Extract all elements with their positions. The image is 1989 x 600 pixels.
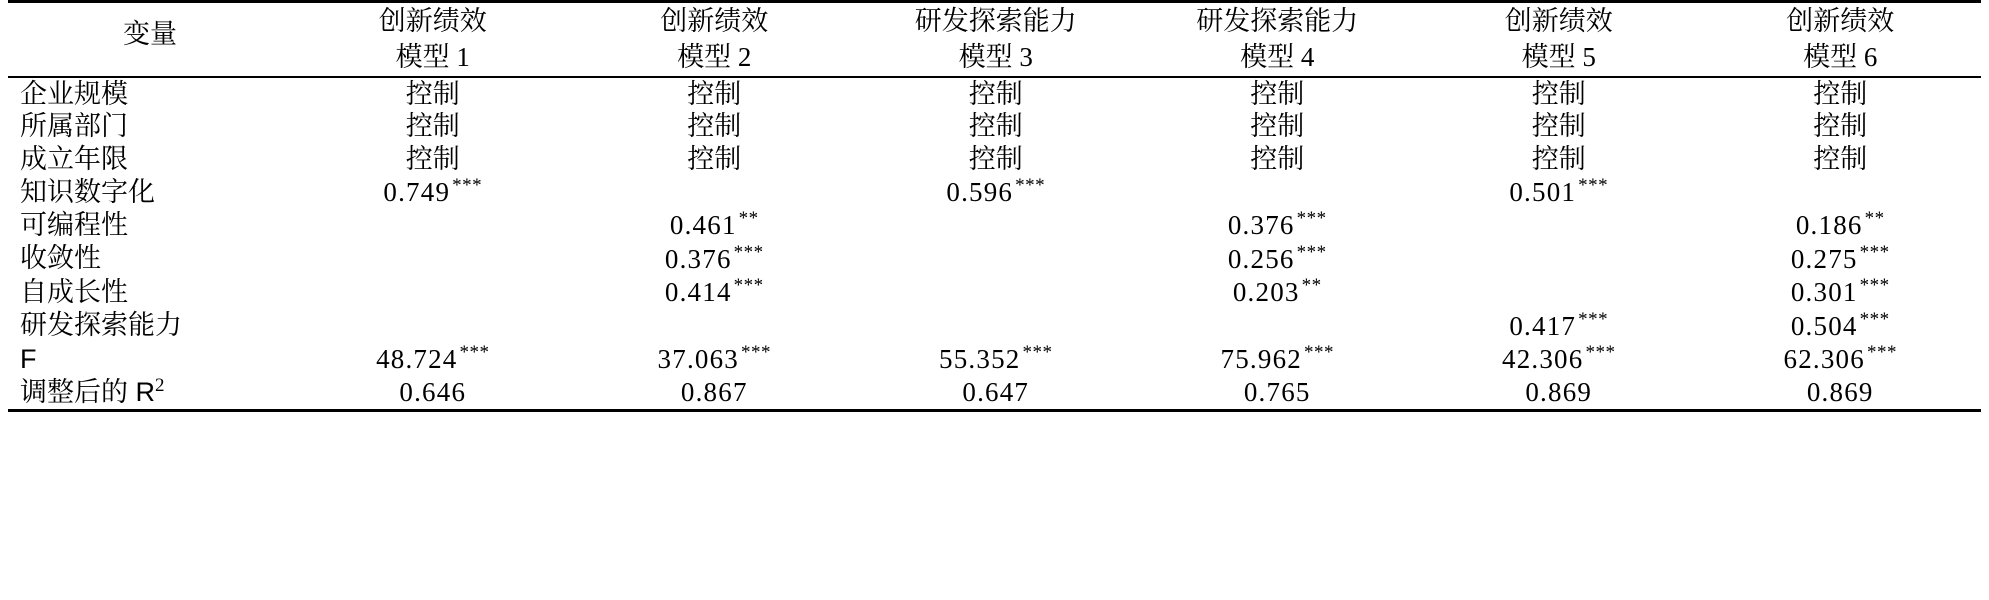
cell bbox=[574, 342, 855, 375]
cell bbox=[292, 143, 573, 175]
header-column-1 bbox=[292, 2, 573, 77]
significance-stars: *** bbox=[733, 241, 764, 263]
header-column-5-line2: 模型 5 bbox=[1521, 42, 1596, 73]
significance-stars: ** bbox=[1864, 208, 1885, 230]
cell-value: 0.867 bbox=[680, 376, 748, 407]
cell-value: 0.647 bbox=[962, 376, 1030, 407]
table-header bbox=[8, 2, 1981, 77]
table-row bbox=[8, 110, 1981, 142]
cell-value: 48.724 bbox=[376, 344, 458, 374]
row-label: F bbox=[20, 343, 37, 374]
cell-value: 0.869 bbox=[1525, 376, 1593, 407]
cell-value: 控制 bbox=[1531, 111, 1586, 142]
cell bbox=[1699, 175, 1981, 208]
table-row bbox=[8, 275, 1981, 308]
cell bbox=[1418, 275, 1699, 308]
cell bbox=[1699, 110, 1981, 142]
significance-stars: *** bbox=[1578, 308, 1609, 330]
table-row bbox=[8, 175, 1981, 208]
cell bbox=[292, 275, 573, 308]
row-label: 所属部门 bbox=[20, 111, 128, 142]
cell bbox=[855, 175, 1136, 208]
cell bbox=[1418, 208, 1699, 241]
cell bbox=[1699, 242, 1981, 275]
significance-stars: *** bbox=[1296, 241, 1327, 263]
header-column-6-line1: 创新绩效 bbox=[1786, 6, 1895, 36]
cell-value: 0.256 bbox=[1227, 243, 1295, 274]
cell bbox=[1418, 242, 1699, 275]
cell-value: 75.962 bbox=[1220, 344, 1302, 374]
cell-value: 0.765 bbox=[1243, 376, 1311, 407]
table-row bbox=[8, 242, 1981, 275]
cell bbox=[1699, 208, 1981, 241]
header-column-5 bbox=[1418, 2, 1699, 77]
header-column-6-line2: 模型 6 bbox=[1803, 42, 1878, 73]
significance-stars: *** bbox=[1866, 342, 1897, 363]
cell-value: 控制 bbox=[405, 111, 460, 142]
significance-stars: *** bbox=[1859, 241, 1890, 263]
cell bbox=[574, 275, 855, 308]
significance-stars: *** bbox=[1859, 275, 1890, 297]
table-row bbox=[8, 143, 1981, 175]
cell bbox=[1699, 77, 1981, 110]
significance-stars: *** bbox=[452, 175, 483, 197]
cell bbox=[292, 309, 573, 342]
table-row bbox=[8, 309, 1981, 342]
cell-value: 0.186 bbox=[1795, 210, 1863, 241]
row-label: 收敛性 bbox=[20, 243, 101, 274]
cell bbox=[574, 242, 855, 275]
cell bbox=[1418, 110, 1699, 142]
significance-stars: *** bbox=[459, 342, 490, 363]
cell bbox=[1418, 375, 1699, 410]
cell bbox=[574, 110, 855, 142]
header-column-6 bbox=[1699, 2, 1981, 77]
significance-stars: *** bbox=[1859, 308, 1890, 330]
cell-value: 0.414 bbox=[664, 277, 732, 308]
cell-value: 0.275 bbox=[1790, 243, 1858, 274]
row-label bbox=[8, 375, 292, 410]
cell bbox=[855, 375, 1136, 410]
cell-value: 62.306 bbox=[1783, 344, 1865, 374]
cell bbox=[574, 208, 855, 241]
cell-value: 控制 bbox=[1813, 78, 1868, 109]
cell-value: 0.376 bbox=[664, 243, 732, 274]
cell bbox=[1418, 143, 1699, 175]
cell bbox=[1418, 342, 1699, 375]
cell-value: 控制 bbox=[687, 78, 742, 109]
row-label: 研发探索能力 bbox=[20, 310, 182, 341]
cell bbox=[1137, 342, 1418, 375]
cell bbox=[855, 342, 1136, 375]
cell-value: 37.063 bbox=[657, 344, 739, 374]
significance-stars: *** bbox=[1303, 342, 1334, 363]
cell bbox=[1137, 309, 1418, 342]
cell bbox=[855, 77, 1136, 110]
cell bbox=[1137, 77, 1418, 110]
cell-value: 0.869 bbox=[1806, 376, 1874, 407]
header-column-4-line2: 模型 4 bbox=[1240, 42, 1315, 73]
header-column-3-line1: 研发探索能力 bbox=[914, 6, 1077, 36]
cell-value: 0.504 bbox=[1790, 310, 1858, 341]
cell bbox=[292, 242, 573, 275]
header-column-1-line1: 创新绩效 bbox=[378, 6, 487, 36]
cell-value: 55.352 bbox=[939, 344, 1021, 374]
row-label: 成立年限 bbox=[20, 143, 128, 174]
cell bbox=[1137, 208, 1418, 241]
row-label: 可编程性 bbox=[20, 209, 128, 240]
table-header-row bbox=[8, 2, 1981, 77]
cell-value: 控制 bbox=[687, 143, 742, 174]
cell-value: 控制 bbox=[968, 111, 1023, 142]
cell bbox=[292, 342, 573, 375]
cell-value: 0.376 bbox=[1227, 210, 1295, 241]
cell bbox=[1137, 143, 1418, 175]
cell bbox=[1699, 342, 1981, 375]
table-body bbox=[8, 77, 1981, 410]
cell-value: 0.749 bbox=[383, 177, 451, 208]
cell bbox=[574, 143, 855, 175]
row-label-superscript: 2 bbox=[155, 375, 165, 397]
header-column-4 bbox=[1137, 2, 1418, 77]
cell-value: 0.417 bbox=[1509, 310, 1577, 341]
cell bbox=[1137, 275, 1418, 308]
regression-results-table bbox=[8, 0, 1981, 412]
cell bbox=[574, 309, 855, 342]
table-row bbox=[8, 77, 1981, 110]
cell-value: 控制 bbox=[1250, 78, 1305, 109]
cell bbox=[855, 309, 1136, 342]
cell bbox=[292, 208, 573, 241]
significance-stars: *** bbox=[1296, 208, 1327, 230]
header-column-5-line1: 创新绩效 bbox=[1504, 6, 1613, 36]
cell bbox=[855, 242, 1136, 275]
significance-stars: *** bbox=[1022, 342, 1053, 363]
cell bbox=[292, 110, 573, 142]
cell-value: 0.501 bbox=[1509, 177, 1577, 208]
header-column-3-line2: 模型 3 bbox=[958, 42, 1033, 73]
cell bbox=[574, 175, 855, 208]
significance-stars: *** bbox=[1015, 175, 1046, 197]
row-label: 自成长性 bbox=[20, 276, 128, 307]
cell bbox=[574, 77, 855, 110]
header-column-3 bbox=[855, 2, 1136, 77]
cell bbox=[292, 77, 573, 110]
row-label: 知识数字化 bbox=[20, 176, 155, 207]
cell bbox=[1699, 275, 1981, 308]
cell bbox=[292, 375, 573, 410]
significance-stars: *** bbox=[1585, 342, 1616, 363]
cell-value: 0.646 bbox=[399, 376, 467, 407]
row-label: 企业规模 bbox=[20, 78, 128, 109]
table-row bbox=[8, 342, 1981, 375]
cell bbox=[1137, 175, 1418, 208]
cell-value: 控制 bbox=[968, 143, 1023, 174]
cell bbox=[1699, 375, 1981, 410]
cell-value: 42.306 bbox=[1502, 344, 1584, 374]
cell bbox=[1418, 175, 1699, 208]
header-variable: 变量 bbox=[8, 2, 292, 77]
cell bbox=[855, 110, 1136, 142]
header-column-1-line2: 模型 1 bbox=[395, 42, 470, 73]
cell bbox=[1418, 77, 1699, 110]
cell-value: 控制 bbox=[1813, 111, 1868, 142]
cell-value: 控制 bbox=[1813, 143, 1868, 174]
cell-value: 控制 bbox=[968, 78, 1023, 109]
cell-value: 控制 bbox=[1250, 111, 1305, 142]
cell bbox=[855, 208, 1136, 241]
cell bbox=[855, 275, 1136, 308]
cell bbox=[574, 375, 855, 410]
header-column-4-line1: 研发探索能力 bbox=[1196, 6, 1359, 36]
cell bbox=[1137, 242, 1418, 275]
cell bbox=[292, 175, 573, 208]
significance-stars: *** bbox=[733, 275, 764, 297]
cell-value: 0.301 bbox=[1790, 277, 1858, 308]
cell-value: 控制 bbox=[1531, 78, 1586, 109]
cell-value: 0.596 bbox=[946, 177, 1014, 208]
cell bbox=[1418, 309, 1699, 342]
cell bbox=[1699, 143, 1981, 175]
cell-value: 控制 bbox=[1250, 143, 1305, 174]
table-row bbox=[8, 208, 1981, 241]
significance-stars: ** bbox=[738, 208, 759, 230]
cell-value: 0.203 bbox=[1232, 277, 1300, 308]
row-label-text: 调整后的 R bbox=[20, 377, 155, 408]
significance-stars: ** bbox=[1301, 275, 1322, 297]
cell-value: 控制 bbox=[405, 143, 460, 174]
cell-value: 控制 bbox=[687, 111, 742, 142]
header-column-2-line1: 创新绩效 bbox=[660, 6, 769, 36]
cell bbox=[1137, 375, 1418, 410]
cell-value: 0.461 bbox=[669, 210, 737, 241]
cell bbox=[855, 143, 1136, 175]
cell bbox=[1699, 309, 1981, 342]
header-column-2-line2: 模型 2 bbox=[677, 42, 752, 73]
header-column-2 bbox=[574, 2, 855, 77]
cell bbox=[1137, 110, 1418, 142]
table-row bbox=[8, 375, 1981, 410]
cell-value: 控制 bbox=[1531, 143, 1586, 174]
cell-value: 控制 bbox=[405, 78, 460, 109]
significance-stars: *** bbox=[741, 342, 771, 363]
significance-stars: *** bbox=[1578, 175, 1609, 197]
